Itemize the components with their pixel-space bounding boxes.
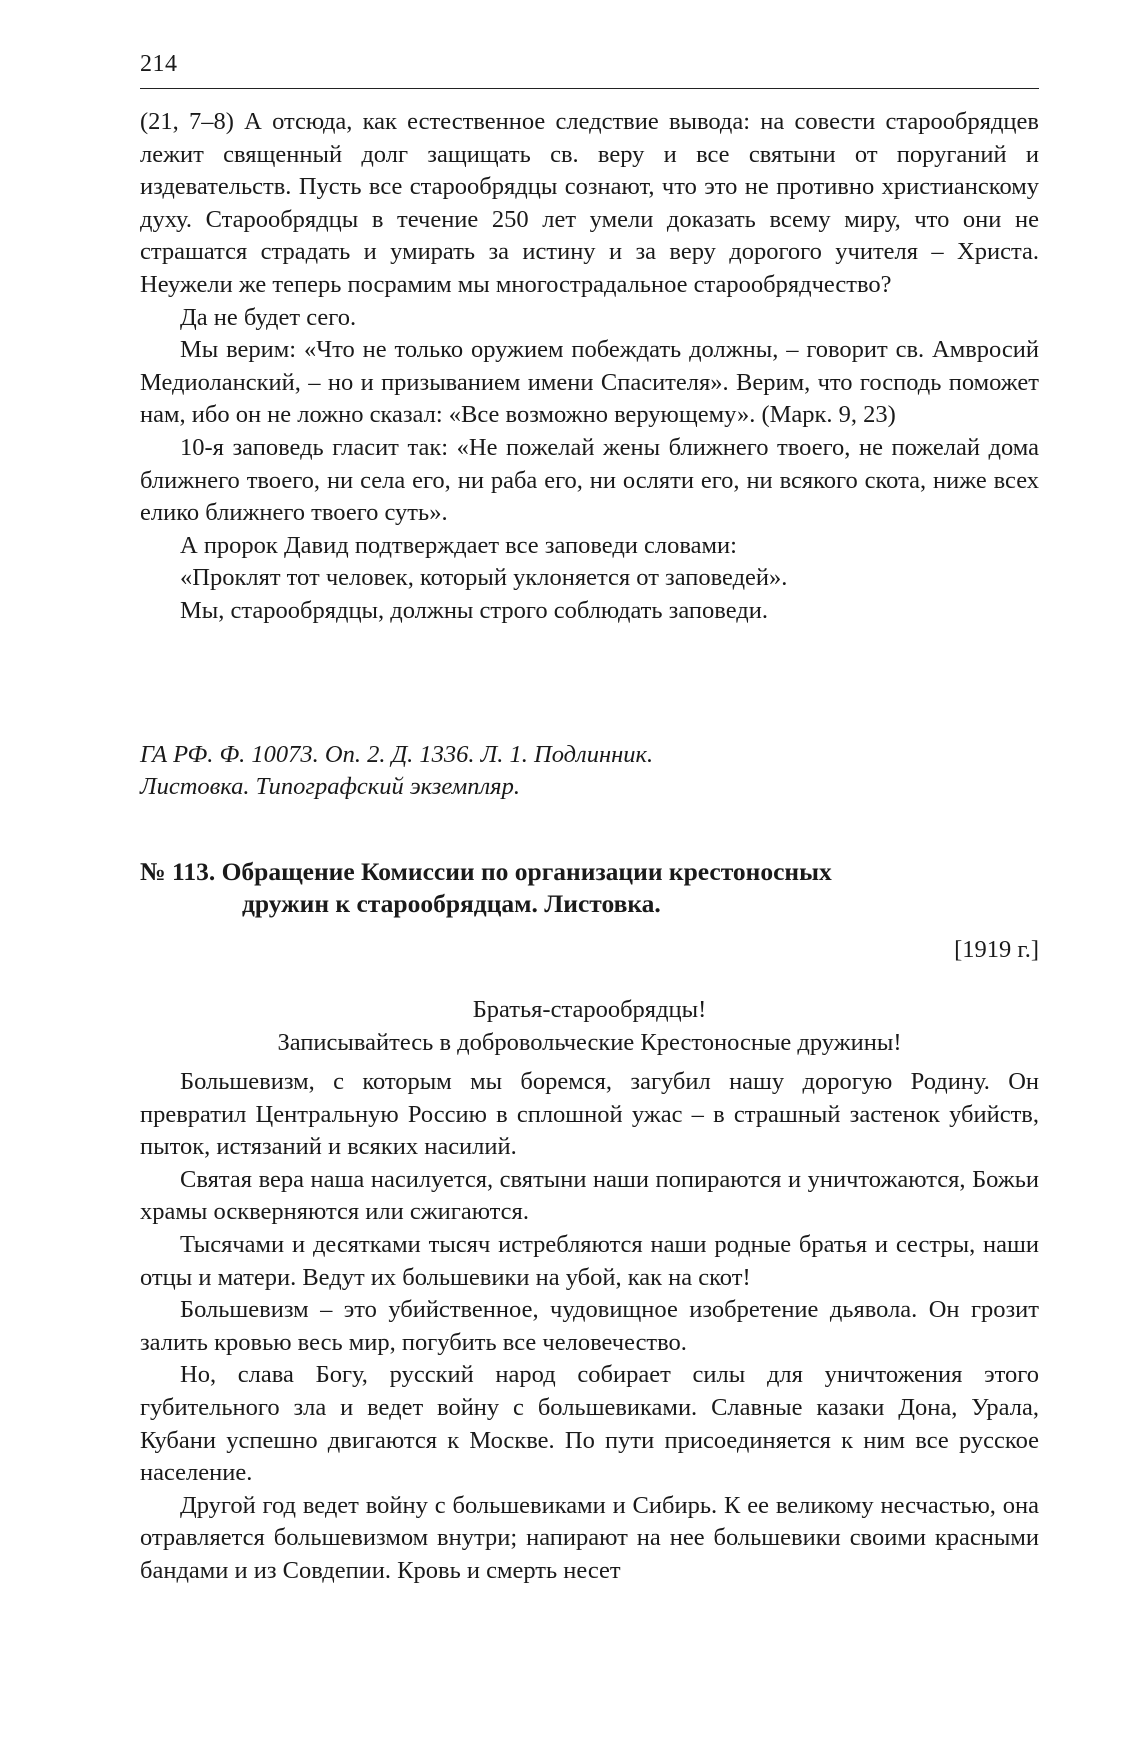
paragraph: Святая вера наша насилуется, святыни наши попираются и уничтожаются, Божьи храмы оскверняются или сжигаются. (140, 1165, 1039, 1226)
document-date: [1919 г.] (954, 936, 1039, 963)
paragraph: 10-я заповедь гласит так: «Не пожелай жены ближнего твоего, не пожелай дома ближнего твоего, ни села его, ни раба его, ни осляти его, ни всякого скота, ниже всех елико ближнего твоего суть». (140, 433, 1039, 527)
paragraph: Мы верим: «Что не только оружием побеждать должны, – говорит св. Амвросий Медиоланский, – но и призыванием имени Спасителя». Верим, что господь поможет нам, ибо он не ложно сказал: «Все возможно верующему». (Марк. 9, 23) (140, 336, 1039, 429)
appeal-line: Записывайтесь в добровольческие Крестоносные дружины! (277, 1029, 902, 1056)
paragraph: Тысячами и десятками тысяч истребляются наши родные братья и сестры, наши отцы и матери. Ведут их большевики на убой, как на скот! (140, 1230, 1039, 1291)
continued-text (140, 106, 1039, 628)
paragraph: Большевизм, с которым мы боремся, загубил нашу дорогую Родину. Он превратил Центральную Россию в сплошной ужас – в страшный застенок убийств, пыток, истязаний и всяких насилий. (140, 1068, 1039, 1161)
paragraph: (21, 7–8) А отсюда, как естественное следствие вывода: на совести старообрядцев лежит священный долг защищать св. веру и все святыни от поруганий и издевательств. Пусть все старообрядцы сознают, что это не противно христианскому духу. Старообрядцы в течение 250 лет умели доказать всему миру, что они не страшатся страдать и умирать за истину и за веру дорогого учителя – Христа. Неужели же теперь посрамим мы многострадальное старообрядчество? (140, 108, 1039, 298)
appeal-line: Братья-старообрядцы! (472, 996, 707, 1023)
paragraph: Мы, старообрядцы, должны строго соблюдать заповеди. (180, 596, 768, 624)
paragraph: А пророк Давид подтверждает все заповеди словами: (180, 531, 737, 559)
archival-source (140, 739, 1039, 803)
page-number: 214 (140, 51, 178, 77)
paragraph: Другой год ведет войну с большевиками и Сибирь. К ее великому несчастью, она отравляется большевизмом внутри; напирают на нее большевики своими красными бандами и из Совдепии. Кровь и смерть несет (140, 1491, 1039, 1584)
paragraph: Но, слава Богу, русский народ собирает силы для уничтожения этого губительного зла и ведет войну с большевиками. Славные казаки Дона, Урала, Кубани успешно двигаются к Москве. По пути присоединяется к ним все русское население. (140, 1361, 1039, 1487)
heading-line: № 113. Обращение Комиссии по организации крестоносных (140, 857, 832, 886)
paragraph: Да не будет сего. (180, 303, 357, 331)
heading-line: дружин к старообрядцам. Листовка. (242, 889, 661, 918)
paragraph: Большевизм – это убийственное, чудовищное изобретение дьявола. Он грозит залить кровью весь мир, погубить все человечество. (140, 1296, 1039, 1356)
source-line: Листовка. Типографский экземпляр. (140, 773, 520, 800)
document-heading (140, 856, 1039, 920)
document-body (140, 1066, 1039, 1588)
paragraph: «Проклят тот человек, который уклоняется от заповедей». (180, 564, 788, 592)
appeal-header (140, 993, 1039, 1059)
header-rule (140, 88, 1039, 89)
source-line: ГА РФ. Ф. 10073. Оп. 2. Д. 1336. Л. 1. Подлинник. (140, 741, 654, 768)
